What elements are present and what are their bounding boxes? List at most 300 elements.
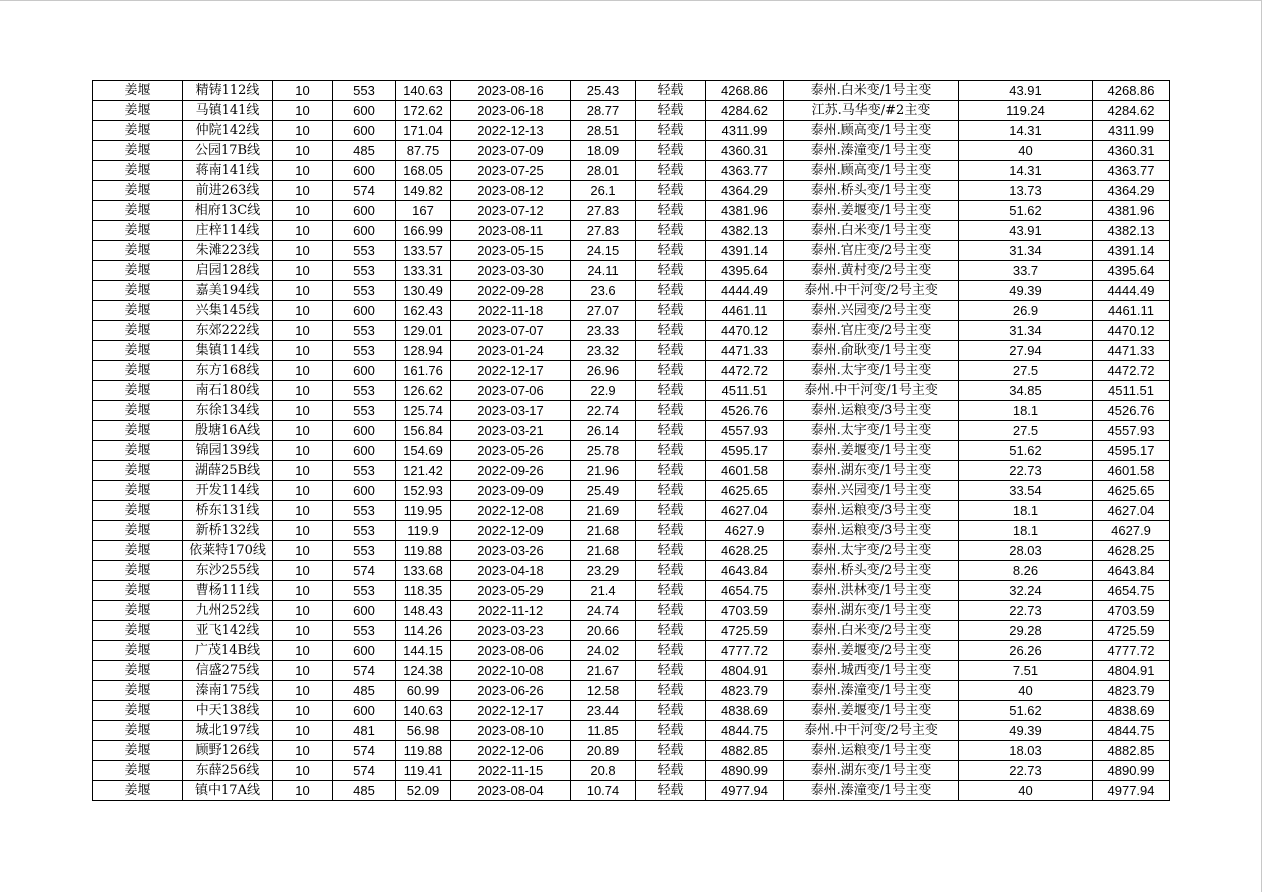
load-cell: 133.68: [396, 561, 451, 581]
total-cell: 4461.11: [1093, 301, 1170, 321]
load-cell: 118.35: [396, 581, 451, 601]
total-cell: 4890.99: [1093, 761, 1170, 781]
date-cell: 2023-08-11: [451, 221, 571, 241]
status-cell: 轻载: [636, 581, 706, 601]
total-cell: 4844.75: [1093, 721, 1170, 741]
line-name-cell: 信盛275线: [183, 661, 273, 681]
date-cell: 2023-07-12: [451, 201, 571, 221]
total-cell: 4511.51: [1093, 381, 1170, 401]
load-rate-cell: 18.09: [571, 141, 636, 161]
total-cell: 4557.93: [1093, 421, 1170, 441]
line-name-cell: 中天138线: [183, 701, 273, 721]
status-cell: 轻载: [636, 141, 706, 161]
district-cell: 姜堰: [93, 281, 183, 301]
district-cell: 姜堰: [93, 341, 183, 361]
date-cell: 2022-09-26: [451, 461, 571, 481]
total-cell: 4838.69: [1093, 701, 1170, 721]
load-cell: 87.75: [396, 141, 451, 161]
district-cell: 姜堰: [93, 181, 183, 201]
voltage-cell: 10: [273, 321, 333, 341]
load-rate-cell: 22.74: [571, 401, 636, 421]
load-rate-cell: 25.78: [571, 441, 636, 461]
date-cell: 2023-03-23: [451, 621, 571, 641]
transformer-load-cell: 14.31: [959, 121, 1093, 141]
table-row: [93, 241, 1170, 261]
date-cell: 2023-06-18: [451, 101, 571, 121]
table-row: [93, 81, 1170, 101]
value-cell: 4382.13: [706, 221, 784, 241]
voltage-cell: 10: [273, 681, 333, 701]
transformer-cell: 泰州.湖东变/1号主变: [784, 761, 959, 781]
status-cell: 轻载: [636, 441, 706, 461]
total-cell: 4391.14: [1093, 241, 1170, 261]
line-name-cell: 湖薛25B线: [183, 461, 273, 481]
load-cell: 144.15: [396, 641, 451, 661]
load-cell: 52.09: [396, 781, 451, 801]
district-cell: 姜堰: [93, 601, 183, 621]
value-cell: 4364.29: [706, 181, 784, 201]
district-cell: 姜堰: [93, 541, 183, 561]
date-cell: 2023-09-09: [451, 481, 571, 501]
load-cell: 166.99: [396, 221, 451, 241]
date-cell: 2023-03-30: [451, 261, 571, 281]
transformer-load-cell: 32.24: [959, 581, 1093, 601]
district-cell: 姜堰: [93, 221, 183, 241]
district-cell: 姜堰: [93, 661, 183, 681]
value-cell: 4627.04: [706, 501, 784, 521]
transformer-cell: 泰州.俞耿变/1号主变: [784, 341, 959, 361]
table-row: [93, 741, 1170, 761]
value-cell: 4890.99: [706, 761, 784, 781]
transformer-load-cell: 51.62: [959, 441, 1093, 461]
district-cell: 姜堰: [93, 481, 183, 501]
value-cell: 4284.62: [706, 101, 784, 121]
capacity-cell: 600: [333, 601, 396, 621]
load-rate-cell: 24.11: [571, 261, 636, 281]
district-cell: 姜堰: [93, 241, 183, 261]
total-cell: 4526.76: [1093, 401, 1170, 421]
transformer-cell: 泰州.运粮变/3号主变: [784, 501, 959, 521]
value-cell: 4557.93: [706, 421, 784, 441]
table-row: [93, 341, 1170, 361]
district-cell: 姜堰: [93, 621, 183, 641]
district-cell: 姜堰: [93, 761, 183, 781]
voltage-cell: 10: [273, 461, 333, 481]
load-cell: 130.49: [396, 281, 451, 301]
date-cell: 2022-12-06: [451, 741, 571, 761]
status-cell: 轻载: [636, 721, 706, 741]
table-row: [93, 101, 1170, 121]
status-cell: 轻载: [636, 701, 706, 721]
load-cell: 140.63: [396, 701, 451, 721]
load-rate-cell: 26.96: [571, 361, 636, 381]
load-rate-cell: 27.83: [571, 201, 636, 221]
transformer-load-cell: 29.28: [959, 621, 1093, 641]
date-cell: 2023-08-10: [451, 721, 571, 741]
district-cell: 姜堰: [93, 421, 183, 441]
capacity-cell: 600: [333, 481, 396, 501]
capacity-cell: 553: [333, 261, 396, 281]
total-cell: 4977.94: [1093, 781, 1170, 801]
table-row: [93, 701, 1170, 721]
table-row: [93, 581, 1170, 601]
load-cell: 119.41: [396, 761, 451, 781]
load-cell: 171.04: [396, 121, 451, 141]
voltage-cell: 10: [273, 301, 333, 321]
transformer-cell: 泰州.运粮变/3号主变: [784, 401, 959, 421]
value-cell: 4444.49: [706, 281, 784, 301]
load-cell: 148.43: [396, 601, 451, 621]
load-cell: 119.9: [396, 521, 451, 541]
line-name-cell: 相府13C线: [183, 201, 273, 221]
transformer-cell: 泰州.兴园变/1号主变: [784, 481, 959, 501]
value-cell: 4391.14: [706, 241, 784, 261]
load-cell: 162.43: [396, 301, 451, 321]
district-cell: 姜堰: [93, 141, 183, 161]
table-row: [93, 221, 1170, 241]
load-rate-cell: 24.15: [571, 241, 636, 261]
value-cell: 4627.9: [706, 521, 784, 541]
load-cell: 60.99: [396, 681, 451, 701]
capacity-cell: 600: [333, 201, 396, 221]
transformer-cell: 泰州.运粮变/3号主变: [784, 521, 959, 541]
total-cell: 4627.04: [1093, 501, 1170, 521]
district-cell: 姜堰: [93, 581, 183, 601]
voltage-cell: 10: [273, 341, 333, 361]
transformer-load-cell: 22.73: [959, 601, 1093, 621]
total-cell: 4601.58: [1093, 461, 1170, 481]
value-cell: 4725.59: [706, 621, 784, 641]
status-cell: 轻载: [636, 761, 706, 781]
transformer-load-cell: 34.85: [959, 381, 1093, 401]
status-cell: 轻载: [636, 561, 706, 581]
load-rate-cell: 20.66: [571, 621, 636, 641]
district-cell: 姜堰: [93, 261, 183, 281]
transformer-load-cell: 8.26: [959, 561, 1093, 581]
voltage-cell: 10: [273, 81, 333, 101]
load-cell: 133.31: [396, 261, 451, 281]
capacity-cell: 600: [333, 441, 396, 461]
table-row: [93, 621, 1170, 641]
load-rate-cell: 21.68: [571, 541, 636, 561]
value-cell: 4844.75: [706, 721, 784, 741]
value-cell: 4977.94: [706, 781, 784, 801]
total-cell: 4625.65: [1093, 481, 1170, 501]
capacity-cell: 553: [333, 241, 396, 261]
capacity-cell: 553: [333, 381, 396, 401]
capacity-cell: 600: [333, 421, 396, 441]
transformer-cell: 泰州.姜堰变/1号主变: [784, 201, 959, 221]
status-cell: 轻载: [636, 161, 706, 181]
status-cell: 轻载: [636, 521, 706, 541]
load-rate-cell: 26.1: [571, 181, 636, 201]
line-name-cell: 桥东131线: [183, 501, 273, 521]
capacity-cell: 574: [333, 661, 396, 681]
load-cell: 128.94: [396, 341, 451, 361]
value-cell: 4625.65: [706, 481, 784, 501]
voltage-cell: 10: [273, 121, 333, 141]
load-rate-cell: 24.74: [571, 601, 636, 621]
line-name-cell: 东方168线: [183, 361, 273, 381]
transformer-load-cell: 40: [959, 681, 1093, 701]
district-cell: 姜堰: [93, 381, 183, 401]
district-cell: 姜堰: [93, 701, 183, 721]
line-name-cell: 锦园139线: [183, 441, 273, 461]
date-cell: 2023-05-15: [451, 241, 571, 261]
voltage-cell: 10: [273, 161, 333, 181]
line-name-cell: 依莱特170线: [183, 541, 273, 561]
load-cell: 156.84: [396, 421, 451, 441]
load-rate-cell: 28.77: [571, 101, 636, 121]
transformer-cell: 泰州.姜堰变/1号主变: [784, 441, 959, 461]
capacity-cell: 485: [333, 141, 396, 161]
value-cell: 4526.76: [706, 401, 784, 421]
transformer-load-cell: 27.5: [959, 361, 1093, 381]
transformer-load-cell: 31.34: [959, 321, 1093, 341]
value-cell: 4360.31: [706, 141, 784, 161]
status-cell: 轻载: [636, 121, 706, 141]
load-cell: 126.62: [396, 381, 451, 401]
load-rate-cell: 27.83: [571, 221, 636, 241]
load-rate-cell: 21.67: [571, 661, 636, 681]
line-name-cell: 东沙255线: [183, 561, 273, 581]
load-cell: 119.88: [396, 741, 451, 761]
voltage-cell: 10: [273, 201, 333, 221]
table-row: [93, 481, 1170, 501]
transformer-load-cell: 33.7: [959, 261, 1093, 281]
voltage-cell: 10: [273, 281, 333, 301]
value-cell: 4268.86: [706, 81, 784, 101]
voltage-cell: 10: [273, 721, 333, 741]
table-row: [93, 321, 1170, 341]
capacity-cell: 553: [333, 461, 396, 481]
table-row: [93, 761, 1170, 781]
transformer-cell: 泰州.白米变/2号主变: [784, 621, 959, 641]
load-rate-cell: 21.69: [571, 501, 636, 521]
district-cell: 姜堰: [93, 201, 183, 221]
status-cell: 轻载: [636, 421, 706, 441]
line-name-cell: 九州252线: [183, 601, 273, 621]
transformer-load-cell: 49.39: [959, 281, 1093, 301]
load-rate-cell: 23.29: [571, 561, 636, 581]
total-cell: 4382.13: [1093, 221, 1170, 241]
status-cell: 轻载: [636, 401, 706, 421]
value-cell: 4511.51: [706, 381, 784, 401]
district-cell: 姜堰: [93, 461, 183, 481]
status-cell: 轻载: [636, 461, 706, 481]
voltage-cell: 10: [273, 541, 333, 561]
capacity-cell: 600: [333, 121, 396, 141]
total-cell: 4284.62: [1093, 101, 1170, 121]
capacity-cell: 553: [333, 81, 396, 101]
data-table: [92, 80, 1170, 801]
line-name-cell: 亚飞142线: [183, 621, 273, 641]
table-row: [93, 401, 1170, 421]
date-cell: 2023-03-26: [451, 541, 571, 561]
status-cell: 轻载: [636, 681, 706, 701]
date-cell: 2022-11-18: [451, 301, 571, 321]
value-cell: 4838.69: [706, 701, 784, 721]
load-rate-cell: 28.01: [571, 161, 636, 181]
transformer-cell: 泰州.姜堰变/1号主变: [784, 701, 959, 721]
load-rate-cell: 22.9: [571, 381, 636, 401]
voltage-cell: 10: [273, 561, 333, 581]
status-cell: 轻载: [636, 321, 706, 341]
load-rate-cell: 23.6: [571, 281, 636, 301]
transformer-load-cell: 14.31: [959, 161, 1093, 181]
voltage-cell: 10: [273, 401, 333, 421]
capacity-cell: 600: [333, 101, 396, 121]
date-cell: 2023-08-16: [451, 81, 571, 101]
status-cell: 轻载: [636, 361, 706, 381]
voltage-cell: 10: [273, 581, 333, 601]
table-row: [93, 561, 1170, 581]
total-cell: 4444.49: [1093, 281, 1170, 301]
transformer-load-cell: 51.62: [959, 701, 1093, 721]
voltage-cell: 10: [273, 261, 333, 281]
table-row: [93, 601, 1170, 621]
table-row: [93, 461, 1170, 481]
district-cell: 姜堰: [93, 321, 183, 341]
total-cell: 4595.17: [1093, 441, 1170, 461]
load-cell: 149.82: [396, 181, 451, 201]
transformer-cell: 泰州.白米变/1号主变: [784, 221, 959, 241]
load-rate-cell: 20.89: [571, 741, 636, 761]
table-row: [93, 521, 1170, 541]
table-row: [93, 181, 1170, 201]
status-cell: 轻载: [636, 501, 706, 521]
value-cell: 4628.25: [706, 541, 784, 561]
date-cell: 2022-12-17: [451, 361, 571, 381]
load-cell: 125.74: [396, 401, 451, 421]
line-name-cell: 溱南175线: [183, 681, 273, 701]
line-name-cell: 嘉美194线: [183, 281, 273, 301]
capacity-cell: 600: [333, 221, 396, 241]
transformer-cell: 泰州.溱潼变/1号主变: [784, 781, 959, 801]
status-cell: 轻载: [636, 621, 706, 641]
status-cell: 轻载: [636, 641, 706, 661]
date-cell: 2023-03-17: [451, 401, 571, 421]
load-rate-cell: 21.68: [571, 521, 636, 541]
transformer-cell: 江苏.马华变/#2主变: [784, 101, 959, 121]
line-name-cell: 蒋南141线: [183, 161, 273, 181]
load-cell: 168.05: [396, 161, 451, 181]
line-name-cell: 城北197线: [183, 721, 273, 741]
table-row: [93, 361, 1170, 381]
district-cell: 姜堰: [93, 501, 183, 521]
capacity-cell: 485: [333, 781, 396, 801]
load-cell: 119.95: [396, 501, 451, 521]
voltage-cell: 10: [273, 181, 333, 201]
district-cell: 姜堰: [93, 521, 183, 541]
total-cell: 4777.72: [1093, 641, 1170, 661]
load-cell: 129.01: [396, 321, 451, 341]
load-cell: 161.76: [396, 361, 451, 381]
load-rate-cell: 24.02: [571, 641, 636, 661]
table-row: [93, 441, 1170, 461]
date-cell: 2022-12-09: [451, 521, 571, 541]
load-cell: 152.93: [396, 481, 451, 501]
line-name-cell: 马镇141线: [183, 101, 273, 121]
load-rate-cell: 12.58: [571, 681, 636, 701]
transformer-load-cell: 40: [959, 141, 1093, 161]
status-cell: 轻载: [636, 281, 706, 301]
line-name-cell: 殷塘16A线: [183, 421, 273, 441]
capacity-cell: 553: [333, 581, 396, 601]
transformer-load-cell: 18.1: [959, 521, 1093, 541]
status-cell: 轻载: [636, 341, 706, 361]
status-cell: 轻载: [636, 241, 706, 261]
transformer-cell: 泰州.桥头变/1号主变: [784, 181, 959, 201]
load-cell: 133.57: [396, 241, 451, 261]
voltage-cell: 10: [273, 761, 333, 781]
total-cell: 4381.96: [1093, 201, 1170, 221]
value-cell: 4472.72: [706, 361, 784, 381]
voltage-cell: 10: [273, 241, 333, 261]
date-cell: 2022-10-08: [451, 661, 571, 681]
table-row: [93, 381, 1170, 401]
status-cell: 轻载: [636, 541, 706, 561]
date-cell: 2022-11-15: [451, 761, 571, 781]
capacity-cell: 481: [333, 721, 396, 741]
voltage-cell: 10: [273, 141, 333, 161]
transformer-cell: 泰州.中干河变/2号主变: [784, 721, 959, 741]
transformer-load-cell: 7.51: [959, 661, 1093, 681]
table-row: [93, 501, 1170, 521]
line-name-cell: 庄梓114线: [183, 221, 273, 241]
load-rate-cell: 23.44: [571, 701, 636, 721]
total-cell: 4628.25: [1093, 541, 1170, 561]
load-cell: 114.26: [396, 621, 451, 641]
value-cell: 4471.33: [706, 341, 784, 361]
line-name-cell: 东郊222线: [183, 321, 273, 341]
status-cell: 轻载: [636, 381, 706, 401]
line-name-cell: 兴集145线: [183, 301, 273, 321]
value-cell: 4777.72: [706, 641, 784, 661]
total-cell: 4470.12: [1093, 321, 1170, 341]
table-row: [93, 661, 1170, 681]
date-cell: 2023-08-04: [451, 781, 571, 801]
capacity-cell: 600: [333, 641, 396, 661]
page-top-edge: [0, 0, 1262, 1]
district-cell: 姜堰: [93, 781, 183, 801]
load-rate-cell: 23.32: [571, 341, 636, 361]
voltage-cell: 10: [273, 621, 333, 641]
date-cell: 2022-12-17: [451, 701, 571, 721]
capacity-cell: 553: [333, 541, 396, 561]
date-cell: 2023-07-25: [451, 161, 571, 181]
value-cell: 4703.59: [706, 601, 784, 621]
date-cell: 2023-07-09: [451, 141, 571, 161]
line-name-cell: 精铸112线: [183, 81, 273, 101]
transformer-cell: 泰州.城西变/1号主变: [784, 661, 959, 681]
line-name-cell: 公园17B线: [183, 141, 273, 161]
table-body: [93, 81, 1170, 801]
transformer-cell: 泰州.溱潼变/1号主变: [784, 141, 959, 161]
table-row: [93, 141, 1170, 161]
load-cell: 124.38: [396, 661, 451, 681]
capacity-cell: 600: [333, 301, 396, 321]
date-cell: 2023-04-18: [451, 561, 571, 581]
transformer-cell: 泰州.兴园变/2号主变: [784, 301, 959, 321]
table-row: [93, 681, 1170, 701]
total-cell: 4627.9: [1093, 521, 1170, 541]
transformer-cell: 泰州.桥头变/2号主变: [784, 561, 959, 581]
capacity-cell: 553: [333, 321, 396, 341]
line-name-cell: 仲院142线: [183, 121, 273, 141]
transformer-cell: 泰州.洪林变/1号主变: [784, 581, 959, 601]
transformer-load-cell: 26.26: [959, 641, 1093, 661]
